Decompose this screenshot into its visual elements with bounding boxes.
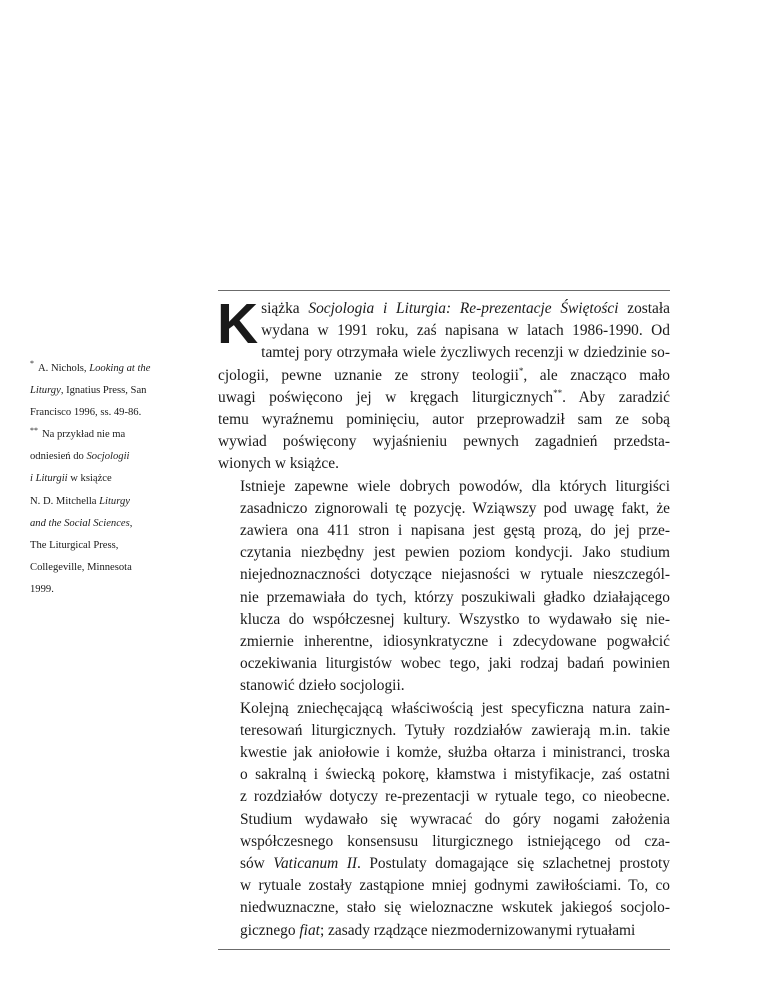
- text-line: [218, 742, 670, 764]
- italic-text: i Liturgii: [30, 473, 68, 485]
- text-line: [218, 365, 670, 387]
- italic-text: Vaticanum II: [273, 855, 358, 873]
- text-line: [218, 831, 670, 853]
- text-line: [218, 720, 670, 742]
- text-run: Collegeville, Minnesota: [30, 561, 132, 573]
- footnote-line: [30, 468, 215, 490]
- footnote-line: [30, 424, 215, 446]
- text-run: Na przykład nie ma: [42, 429, 126, 441]
- text-line: [218, 342, 670, 364]
- footnote-line: [30, 358, 215, 380]
- text-line: [218, 498, 670, 520]
- footnote-line: [30, 446, 215, 468]
- text-line: [218, 409, 670, 431]
- text-line: [218, 653, 670, 675]
- text-run: temu wyraźnemu pominięciu, autor przeprowadził sam ze sobą: [218, 411, 670, 429]
- text-line: [218, 786, 670, 808]
- text-line: [218, 564, 670, 586]
- italic-text: Looking at the: [89, 363, 151, 374]
- text-run: , ale znacząco mało: [523, 366, 670, 384]
- text-run: . Aby zaradzić: [562, 388, 671, 406]
- text-run: siążka: [261, 300, 309, 317]
- footnote: [30, 358, 215, 424]
- italic-text: Liturgy: [30, 385, 61, 397]
- text-run: klucza do współczesnej kultury. Wszystko to wydawało się nie-: [240, 610, 670, 628]
- bottom-rule: [218, 949, 670, 950]
- text-run: zawiera ona 411 stron i napisana jest gęstą prozą, do jej prze-: [240, 522, 670, 540]
- text-run: ; zasady rządzące niezmodernizowanymi rytuałami: [319, 921, 636, 939]
- text-line: [218, 809, 670, 831]
- text-run: oczekiwania liturgistów wobec tego, jaki rodzaj badań powinien: [240, 655, 670, 673]
- text-run: współczesnego konsensusu liturgicznego istniejącego od cza-: [240, 832, 670, 850]
- footnote-line: [30, 402, 215, 424]
- text-run: zasadniczo zignorowali tę pozycję. Wziąwszy pod uwagę fakt, że: [240, 499, 670, 517]
- top-rule: [218, 290, 670, 291]
- text-run: odniesień do: [30, 451, 87, 463]
- text-run: Istnieje zapewne wiele dobrych powodów, dla których liturgiści: [240, 477, 670, 495]
- text-run: z rozdziałów dotyczy re-prezentacji w rytuale tego, co nieobecne.: [240, 788, 670, 806]
- text-run: The Liturgical Press,: [30, 539, 119, 551]
- text-line: [218, 476, 670, 498]
- text-line: [218, 764, 670, 786]
- text-line: [218, 897, 670, 919]
- italic-text: and the Social Sciences: [30, 517, 130, 529]
- text-run: sów: [240, 855, 274, 873]
- footnote-ref: **: [553, 387, 563, 398]
- text-run: tamtej pory otrzymała wiele życzliwych recenzji w dziedzinie so-: [261, 344, 670, 362]
- text-run: cjologii, pewne uznanie ze strony teologii: [218, 366, 519, 384]
- text-run: w książce: [67, 473, 112, 485]
- text-run: uwagi poświęcono jej w kręgach liturgicznych: [218, 388, 554, 406]
- italic-text: Liturgy: [99, 495, 130, 507]
- drop-cap: K: [217, 292, 259, 356]
- text-line: [218, 298, 670, 320]
- footnote-line: [30, 557, 215, 579]
- italic-text: Socjologii: [86, 451, 130, 463]
- text-run: N. D. Mitchella: [30, 495, 100, 507]
- text-line: [218, 920, 670, 942]
- text-run: zmiernie inherentne, idiosynkratyczne i zdecydowane pogwałcić: [240, 633, 670, 651]
- text-line: [218, 587, 670, 609]
- text-run: wywiad poświęcony wyjaśnieniu pewnych zagadnień przedsta-: [218, 433, 670, 451]
- footnote-marker: **: [30, 425, 38, 435]
- text-run: kwestie jak aniołowie i komże, służba ołtarza i ministranci, troska: [240, 744, 670, 762]
- margin-footnotes: [30, 358, 215, 601]
- text-run: wydana w 1991 roku, zaś napisana w latach 1986-1990. Od: [261, 322, 670, 340]
- text-line: [218, 853, 670, 875]
- text-run: gicznego: [240, 921, 300, 939]
- paragraph: [218, 476, 670, 698]
- paragraph: [218, 698, 670, 942]
- text-run: 1999.: [30, 583, 54, 595]
- text-line: [218, 520, 670, 542]
- footnote-ref: *: [518, 365, 524, 376]
- text-run: ,: [129, 517, 133, 529]
- text-run: niejednoznaczności dotyczące niejasności w rytuale nieszczegól-: [240, 566, 670, 584]
- footnote-marker: *: [30, 359, 34, 369]
- text-line: [218, 698, 670, 720]
- text-line: [218, 453, 670, 475]
- text-line: [218, 542, 670, 564]
- paragraph: [217, 292, 671, 476]
- footnote-line: [30, 491, 215, 513]
- text-line: [218, 609, 670, 631]
- text-run: o sakralną i świecką pokorę, kłamstwa i mistyfikacje, zaś ostatni: [240, 766, 670, 784]
- text-run: teresowań liturgicznych. Tytuły rozdziałów zawierają m.in. takie: [240, 721, 670, 739]
- footnote-line: [30, 513, 215, 535]
- italic-text: Socjologia i Liturgia: Re-prezentacje Świętości: [308, 300, 619, 317]
- text-line: [218, 631, 670, 653]
- text-run: Kolejną zniechęcającą właściwością jest specyficzna natura zain-: [240, 699, 670, 717]
- footnote: [30, 424, 215, 601]
- text-run: nie przemawiała do tych, którzy poszukiwali gładko działającego: [240, 588, 670, 606]
- text-run: wionych w książce.: [218, 455, 339, 473]
- text-line: [218, 675, 670, 697]
- footnote-line: [30, 579, 215, 601]
- footnote-line: [30, 535, 215, 557]
- text-line: [218, 320, 670, 342]
- footnote-line: [30, 380, 215, 402]
- text-run: Francisco 1996, ss. 49-86.: [30, 407, 142, 419]
- italic-text: fiat: [299, 921, 320, 939]
- body-text: [217, 292, 671, 942]
- text-run: została: [618, 300, 670, 317]
- text-run: . Postulaty domagające się szlachetnej prostoty: [357, 855, 670, 873]
- text-line: [218, 431, 670, 453]
- text-line: [218, 387, 670, 409]
- text-run: czytania niezbędny jest pewien poziom kondycji. Jako studium: [240, 544, 670, 562]
- text-run: w rytuale zostały zastąpione mniej godnymi zawiłościami. To, co: [240, 877, 670, 895]
- text-run: niedwuznaczne, stało się wieloznaczne wskutek jakiegoś socjolo-: [240, 899, 670, 917]
- text-run: Studium wydawało się wywracać do góry nogami założenia: [240, 810, 670, 828]
- text-run: , Ignatius Press, San: [60, 385, 147, 397]
- text-line: [218, 875, 670, 897]
- text-run: A. Nichols,: [38, 363, 90, 374]
- text-run: stanowić dzieło socjologii.: [240, 677, 405, 695]
